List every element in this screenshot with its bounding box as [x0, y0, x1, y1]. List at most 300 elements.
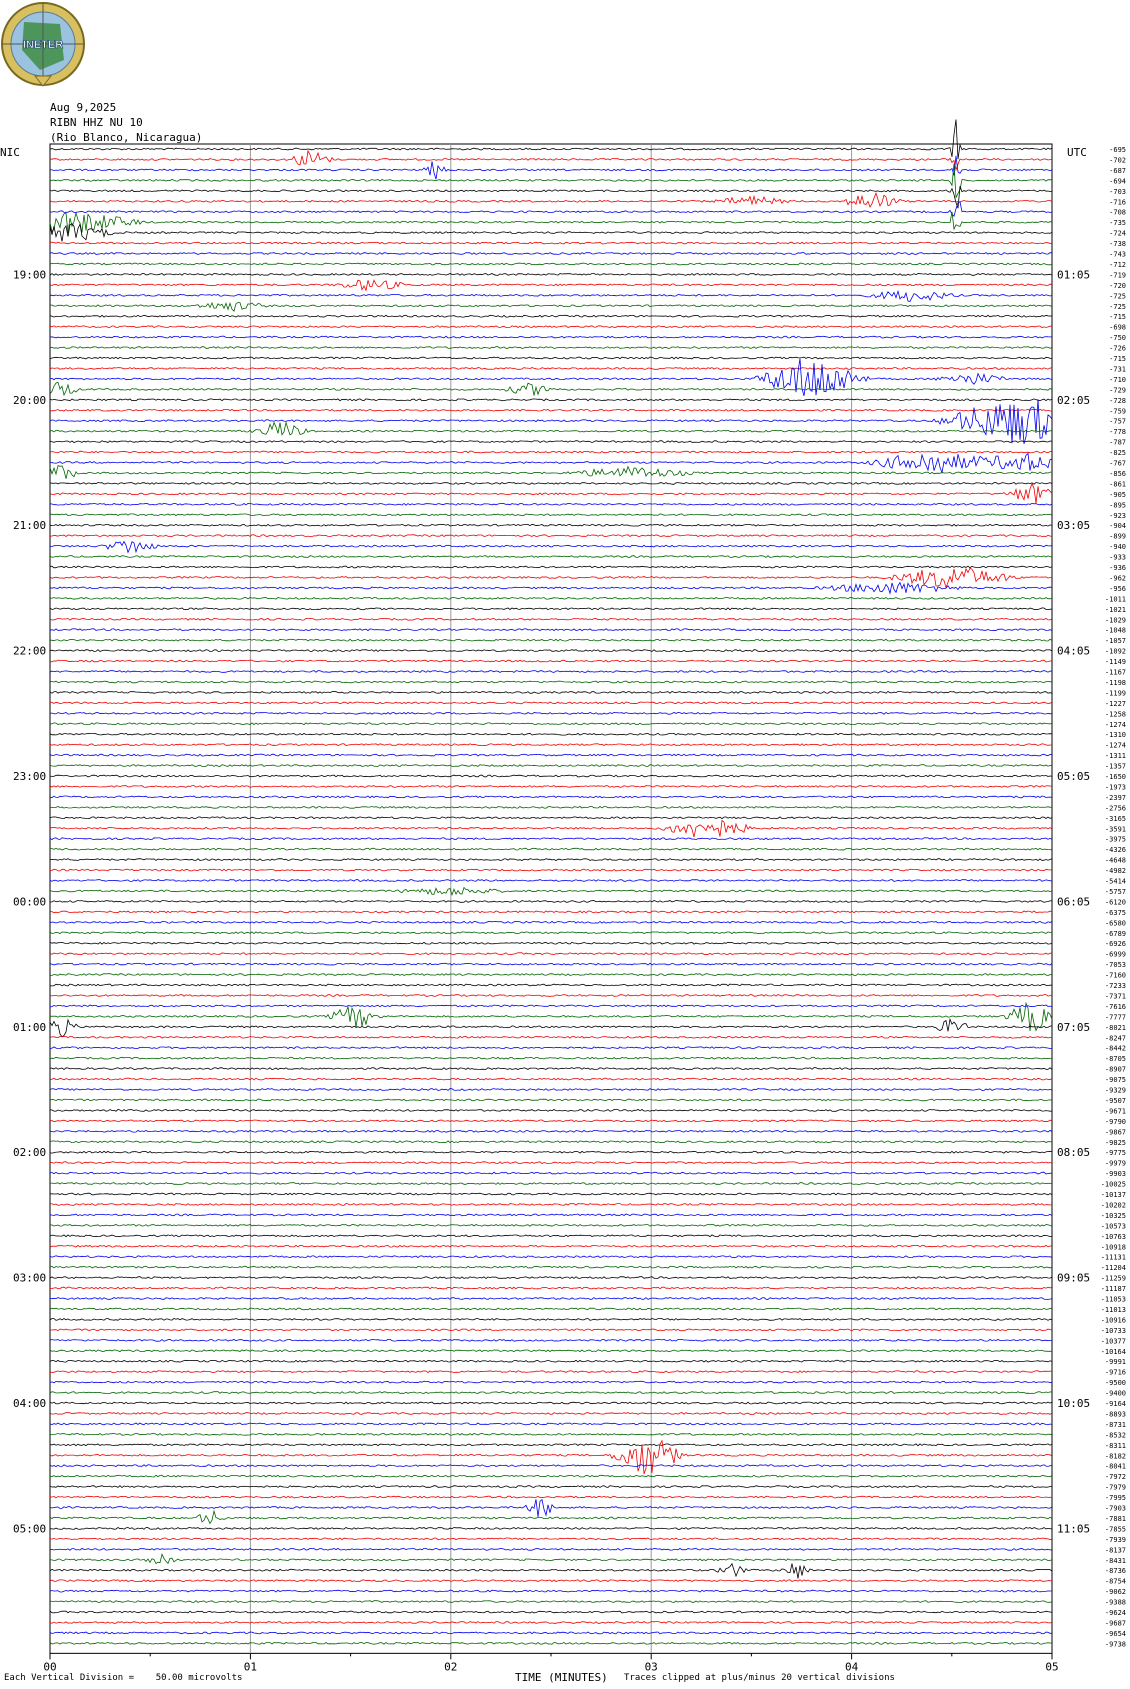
trace-offset-label: -729 [1109, 386, 1126, 395]
trace-89-red [50, 1078, 1052, 1080]
scale-note: Each Vertical Division = 50.00 microvolts [4, 1673, 243, 1683]
trace-102-blue [50, 1214, 1052, 1216]
right-hour-label: 02:05 [1057, 393, 1091, 407]
trace-offset-label: -3975 [1104, 835, 1126, 844]
trace-100-black [50, 1193, 1052, 1195]
trace-40-black [50, 566, 1052, 568]
trace-offset-label: -719 [1109, 271, 1126, 280]
trace-offset-label: -1274 [1104, 720, 1126, 729]
trace-offset-label: -1011 [1104, 595, 1126, 604]
trace-offset-label: -1167 [1104, 668, 1126, 677]
trace-offset-label: -5414 [1104, 877, 1126, 886]
helicorder-traces [50, 120, 1052, 1645]
trace-123-green [50, 1434, 1052, 1436]
trace-offset-label: -694 [1109, 177, 1126, 186]
trace-127-green [50, 1475, 1052, 1477]
trace-offset-label: -9400 [1104, 1389, 1126, 1398]
trace-101-red [50, 1204, 1052, 1206]
trace-103-green [50, 1225, 1052, 1227]
trace-offset-label: -8754 [1104, 1577, 1126, 1586]
station-label: RIBN HHZ NU 10 [50, 116, 143, 129]
trace-91-green [50, 1099, 1052, 1101]
trace-offset-label: -778 [1109, 428, 1126, 437]
trace-120-black [50, 1402, 1052, 1404]
trace-53-red [50, 702, 1052, 704]
trace-5-red [50, 193, 1052, 207]
trace-offset-label: -7939 [1104, 1535, 1126, 1544]
trace-offset-label: -6789 [1104, 929, 1126, 938]
trace-offset-label: -8731 [1104, 1420, 1126, 1429]
trace-38-blue [50, 542, 1052, 553]
date-label: Aug 9,2025 [50, 101, 117, 114]
trace-offset-label: -8893 [1104, 1410, 1126, 1419]
trace-80-black [50, 984, 1052, 986]
trace-46-blue [50, 629, 1052, 631]
trace-51-green [50, 681, 1052, 683]
right-hour-label: 05:05 [1057, 770, 1091, 783]
left-hour-label: 05:00 [13, 1522, 47, 1536]
x-axis-title: TIME (MINUTES) [515, 1671, 608, 1684]
trace-offset-label: -759 [1109, 407, 1126, 416]
right-hour-label: 04:05 [1057, 644, 1091, 658]
left-hour-label: 01:00 [13, 1020, 47, 1034]
trace-109-red [50, 1287, 1052, 1289]
trace-96-black [50, 1151, 1052, 1153]
left-hour-label: 22:00 [13, 644, 47, 658]
trace-10-blue [50, 253, 1052, 255]
trace-69-red [50, 869, 1052, 871]
minute-gridlines [50, 144, 1052, 1653]
trace-115-green [50, 1350, 1052, 1352]
trace-offset-label: -1092 [1104, 647, 1126, 656]
trace-79-green [50, 974, 1052, 976]
trace-34-blue [50, 503, 1052, 505]
trace-offset-label: -9979 [1104, 1159, 1126, 1168]
trace-offset-label: -7233 [1104, 982, 1126, 990]
x-tick-label: 02 [444, 1660, 458, 1674]
trace-15-green [50, 303, 1052, 312]
trace-offset-label: -825 [1109, 449, 1126, 458]
trace-offset-label: -9991 [1104, 1358, 1126, 1367]
trace-offset-label: -933 [1109, 553, 1126, 562]
trace-offset-label: -695 [1109, 146, 1126, 154]
trace-offset-label: -9388 [1104, 1598, 1126, 1607]
trace-87-green [50, 1057, 1052, 1059]
trace-42-blue [50, 583, 1052, 594]
trace-43-green [50, 598, 1052, 600]
trace-offset-label: -712 [1109, 260, 1126, 269]
right-hour-label: 03:05 [1057, 519, 1091, 533]
trace-offset-label: -715 [1109, 313, 1126, 322]
trace-offset-label: -1057 [1104, 637, 1126, 646]
left-hour-label: 04:00 [13, 1397, 47, 1410]
trace-offset-label: -899 [1109, 532, 1126, 541]
trace-offset-label: -7972 [1104, 1473, 1126, 1482]
trace-offset-label: -9654 [1104, 1629, 1126, 1638]
trace-28-black [50, 441, 1052, 443]
right-timezone-label: UTC [1067, 146, 1087, 159]
trace-offset-label: -716 [1109, 198, 1126, 207]
trace-61-red [50, 786, 1052, 788]
trace-75-green [50, 932, 1052, 934]
trace-108-black [50, 1277, 1052, 1279]
trace-48-black [50, 650, 1052, 652]
trace-1-red [50, 151, 1052, 170]
trace-88-black [50, 1068, 1052, 1070]
trace-offset-label: -4982 [1104, 867, 1126, 876]
trace-offset-label: -7855 [1104, 1525, 1126, 1534]
trace-122-blue [50, 1423, 1052, 1425]
trace-offset-label: -1029 [1104, 616, 1126, 625]
right-hour-label: 06:05 [1057, 895, 1091, 909]
trace-93-red [50, 1120, 1052, 1122]
trace-offset-label: -11053 [1100, 1295, 1126, 1304]
trace-offset-label: -11013 [1100, 1305, 1126, 1314]
trace-31-green [50, 466, 1052, 479]
trace-117-red [50, 1371, 1052, 1373]
trace-19-green [50, 347, 1052, 349]
trace-offset-label: -6375 [1104, 908, 1126, 917]
x-tick-label: 04 [844, 1660, 859, 1674]
trace-offset-label: -726 [1109, 344, 1126, 353]
left-timezone-label: NIC [0, 146, 20, 159]
trace-55-green [50, 723, 1052, 725]
trace-141-red [50, 1622, 1052, 1624]
trace-112-black [50, 1319, 1052, 1321]
trace-offset-label: -7881 [1104, 1514, 1126, 1523]
trace-7-green [50, 212, 1052, 233]
ineter-logo [0, 0, 90, 90]
trace-offset-label: -6999 [1104, 950, 1126, 959]
trace-16-black [50, 315, 1052, 317]
trace-offset-label: -9507 [1104, 1096, 1126, 1105]
trace-73-red [50, 911, 1052, 913]
trace-72-black [50, 901, 1052, 903]
x-tick-label: 03 [644, 1660, 658, 1674]
trace-offset-label: -743 [1109, 250, 1126, 259]
right-hour-label: 08:05 [1057, 1146, 1091, 1160]
trace-offset-label: -738 [1109, 240, 1126, 249]
trace-offset-label: -9903 [1104, 1170, 1126, 1179]
trace-27-green [50, 423, 1052, 435]
trace-offset-label: -9825 [1104, 1138, 1126, 1147]
trace-offset-label: -10137 [1100, 1191, 1126, 1199]
trace-offset-label: -715 [1109, 355, 1126, 363]
trace-offset-label: -1311 [1104, 752, 1126, 761]
trace-49-red [50, 660, 1052, 662]
trace-offset-label: -905 [1109, 490, 1126, 499]
trace-8-black [50, 224, 1052, 242]
trace-offset-label: -2756 [1104, 804, 1126, 813]
trace-66-blue [50, 838, 1052, 840]
trace-24-black [50, 399, 1052, 401]
trace-offset-label: -10916 [1100, 1316, 1126, 1325]
trace-82-blue [50, 1005, 1052, 1007]
trace-11-green [50, 263, 1052, 265]
trace-47-green [50, 639, 1052, 641]
trace-offset-label: -8247 [1104, 1034, 1126, 1043]
trace-125-red [50, 1441, 1052, 1474]
trace-4-black [50, 186, 1052, 208]
trace-81-red [50, 995, 1052, 997]
trace-22-blue [50, 359, 1052, 396]
trace-92-black [50, 1110, 1052, 1112]
trace-offset-label: -6926 [1104, 940, 1126, 949]
trace-offset-label: -9500 [1104, 1379, 1126, 1388]
trace-70-blue [50, 880, 1052, 882]
trace-107-green [50, 1266, 1052, 1268]
trace-offset-label: -4326 [1104, 846, 1126, 855]
trace-offset-label: -8137 [1104, 1546, 1126, 1555]
trace-offset-label: -8021 [1104, 1023, 1126, 1032]
trace-offset-label: -7053 [1104, 961, 1126, 970]
trace-offset-label: -11259 [1100, 1274, 1126, 1283]
trace-12-black [50, 274, 1052, 276]
trace-56-black [50, 733, 1052, 735]
trace-36-black [50, 524, 1052, 526]
trace-offset-label: -9687 [1104, 1619, 1126, 1628]
trace-offset-label: -1198 [1104, 678, 1126, 687]
trace-offset-label: -725 [1109, 292, 1126, 301]
trace-offset-label: -731 [1109, 365, 1126, 374]
trace-111-green [50, 1308, 1052, 1310]
trace-offset-label: -787 [1109, 438, 1126, 447]
trace-77-red [50, 953, 1052, 955]
trace-65-red [50, 821, 1052, 838]
trace-offset-label: -1310 [1104, 731, 1126, 740]
trace-offset-label: -720 [1109, 281, 1126, 290]
trace-offset-label: -757 [1109, 417, 1126, 426]
trace-offset-label: -8736 [1104, 1567, 1126, 1576]
trace-offset-label: -11204 [1100, 1264, 1126, 1273]
trace-26-blue [50, 399, 1052, 444]
clip-note: Traces clipped at plus/minus 20 vertical divisions [624, 1673, 895, 1683]
trace-132-black [50, 1528, 1052, 1530]
trace-offset-label: -8182 [1104, 1452, 1126, 1461]
trace-105-red [50, 1245, 1052, 1247]
trace-offset-label: -750 [1109, 334, 1126, 343]
trace-offset-label: -5757 [1104, 887, 1126, 896]
trace-offset-label: -10918 [1100, 1243, 1126, 1252]
trace-offset-label: -7903 [1104, 1504, 1126, 1513]
trace-138-blue [50, 1590, 1052, 1592]
trace-59-green [50, 765, 1052, 767]
trace-78-blue [50, 963, 1052, 965]
trace-offset-label: -1149 [1104, 658, 1126, 667]
trace-offset-label: -3165 [1104, 814, 1126, 823]
trace-offset-label: -687 [1109, 166, 1126, 175]
trace-32-black [50, 483, 1052, 485]
trace-offset-label: -1258 [1104, 710, 1126, 719]
trace-86-blue [50, 1047, 1052, 1049]
trace-offset-label: -1274 [1104, 741, 1126, 750]
trace-9-red [50, 242, 1052, 244]
trace-offset-label: -10025 [1100, 1180, 1126, 1189]
trace-129-red [50, 1496, 1052, 1498]
trace-60-black [50, 775, 1052, 777]
right-hour-label: 11:05 [1057, 1522, 1091, 1536]
trace-offset-label: -9075 [1104, 1076, 1126, 1085]
trace-offset-label: -8311 [1104, 1441, 1126, 1450]
trace-71-green [50, 888, 1052, 895]
trace-137-red [50, 1580, 1052, 1582]
trace-offset-label: -6120 [1104, 898, 1126, 907]
trace-offset-label: -8431 [1104, 1556, 1126, 1565]
trace-14-blue [50, 291, 1052, 301]
trace-45-red [50, 618, 1052, 620]
trace-offset-label: -9624 [1104, 1609, 1126, 1617]
trace-6-blue [50, 202, 1052, 216]
trace-142-blue [50, 1632, 1052, 1634]
trace-offset-label: -10202 [1100, 1201, 1126, 1210]
trace-offset-label: -9775 [1104, 1149, 1126, 1158]
trace-17-red [50, 326, 1052, 328]
left-hour-label: 19:00 [13, 268, 47, 282]
trace-offset-label: -10325 [1100, 1211, 1126, 1220]
trace-54-blue [50, 712, 1052, 714]
left-hour-label: 03:00 [13, 1271, 47, 1285]
right-hour-label: 10:05 [1057, 1397, 1091, 1410]
trace-offset-label: -2397 [1104, 793, 1126, 802]
trace-140-black [50, 1611, 1052, 1613]
trace-143-green [50, 1643, 1052, 1645]
trace-offset-label: -6580 [1104, 919, 1126, 928]
trace-offset-label: -4648 [1104, 856, 1126, 865]
x-tick-label: 05 [1045, 1660, 1059, 1674]
trace-52-black [50, 692, 1052, 694]
trace-136-black [50, 1564, 1052, 1579]
trace-offset-label: -9716 [1104, 1368, 1126, 1377]
trace-offset-label: -7995 [1104, 1494, 1126, 1503]
trace-64-black [50, 817, 1052, 819]
trace-offset-label: -9164 [1104, 1400, 1126, 1408]
left-hour-label: 20:00 [13, 393, 47, 407]
trace-offset-label: -8041 [1104, 1462, 1126, 1471]
left-hour-label: 02:00 [13, 1146, 47, 1160]
trace-25-red [50, 409, 1052, 411]
trace-offset-labels [1101, 146, 1126, 1648]
trace-offset-label: -8442 [1104, 1044, 1126, 1053]
trace-62-blue [50, 796, 1052, 798]
trace-116-black [50, 1360, 1052, 1362]
trace-121-red [50, 1413, 1052, 1415]
logo-text: INETER [22, 39, 64, 51]
trace-offset-label: -7777 [1104, 1013, 1126, 1022]
trace-30-blue [50, 453, 1052, 472]
trace-offset-label: -698 [1109, 323, 1126, 332]
trace-37-red [50, 535, 1052, 537]
trace-offset-label: -710 [1109, 375, 1126, 384]
trace-offset-label: -10573 [1100, 1222, 1126, 1231]
trace-offset-label: -9062 [1104, 1588, 1126, 1597]
trace-98-blue [50, 1172, 1052, 1174]
trace-68-black [50, 859, 1052, 861]
trace-offset-label: -708 [1109, 208, 1126, 217]
trace-44-black [50, 608, 1052, 610]
trace-offset-label: -895 [1109, 501, 1126, 510]
trace-97-red [50, 1162, 1052, 1164]
trace-99-green [50, 1183, 1052, 1185]
trace-29-red [50, 451, 1052, 453]
trace-offset-label: -1650 [1104, 773, 1126, 781]
trace-74-blue [50, 921, 1052, 923]
trace-110-blue [50, 1298, 1052, 1300]
trace-offset-label: -7616 [1104, 1002, 1126, 1011]
trace-58-blue [50, 754, 1052, 756]
trace-offset-label: -9790 [1104, 1117, 1126, 1126]
trace-114-blue [50, 1339, 1052, 1341]
trace-offset-label: -728 [1109, 396, 1126, 405]
trace-offset-label: -725 [1109, 302, 1126, 311]
trace-offset-label: -1357 [1104, 762, 1126, 771]
trace-20-black [50, 357, 1052, 359]
trace-offset-label: -956 [1109, 584, 1126, 593]
trace-134-blue [50, 1548, 1052, 1550]
location-label: (Rio Blanco, Nicaragua) [50, 131, 203, 144]
trace-offset-label: -7979 [1104, 1483, 1126, 1492]
trace-offset-label: -703 [1109, 187, 1126, 196]
right-hour-label: 01:05 [1057, 268, 1091, 282]
trace-offset-label: -7371 [1104, 992, 1126, 1001]
trace-offset-label: -9738 [1104, 1640, 1126, 1649]
trace-offset-label: -8705 [1104, 1055, 1126, 1064]
trace-119-green [50, 1392, 1052, 1394]
trace-50-blue [50, 671, 1052, 673]
trace-106-blue [50, 1256, 1052, 1258]
trace-118-blue [50, 1381, 1052, 1383]
trace-3-green [50, 164, 1052, 198]
trace-offset-label: -10164 [1100, 1347, 1126, 1356]
trace-offset-label: -1227 [1104, 699, 1126, 708]
trace-offset-label: -735 [1109, 219, 1126, 228]
x-tick-label: 01 [243, 1660, 258, 1674]
trace-35-green [50, 514, 1052, 516]
trace-offset-label: -10763 [1100, 1232, 1126, 1241]
trace-offset-label: -936 [1109, 564, 1126, 572]
trace-offset-label: -8532 [1104, 1431, 1126, 1440]
trace-67-green [50, 848, 1052, 850]
trace-113-red [50, 1329, 1052, 1331]
trace-84-black [50, 1019, 1052, 1036]
trace-offset-label: -9671 [1104, 1107, 1126, 1116]
trace-offset-label: -1199 [1104, 689, 1126, 698]
trace-95-green [50, 1141, 1052, 1143]
plot-frame [50, 144, 1052, 1653]
trace-offset-label: -9329 [1104, 1086, 1126, 1095]
trace-76-black [50, 942, 1052, 944]
trace-135-green [50, 1554, 1052, 1563]
trace-21-red [50, 368, 1052, 370]
trace-offset-label: -10377 [1100, 1337, 1126, 1346]
trace-offset-label: -8907 [1104, 1065, 1126, 1074]
trace-128-black [50, 1486, 1052, 1488]
left-hour-label: 23:00 [13, 770, 47, 783]
left-hour-label: 21:00 [13, 519, 47, 533]
trace-18-blue [50, 336, 1052, 338]
trace-offset-label: -1048 [1104, 626, 1126, 635]
trace-139-green [50, 1601, 1052, 1603]
trace-offset-label: -1021 [1104, 605, 1126, 614]
x-tick-label: 00 [43, 1660, 57, 1674]
right-hour-label: 07:05 [1057, 1020, 1091, 1034]
trace-133-red [50, 1538, 1052, 1540]
trace-offset-label: -923 [1109, 511, 1126, 520]
trace-offset-label: -1973 [1104, 783, 1126, 792]
trace-23-green [50, 382, 1052, 395]
trace-57-red [50, 744, 1052, 746]
trace-offset-label: -856 [1109, 469, 1126, 478]
trace-131-green [50, 1511, 1052, 1523]
